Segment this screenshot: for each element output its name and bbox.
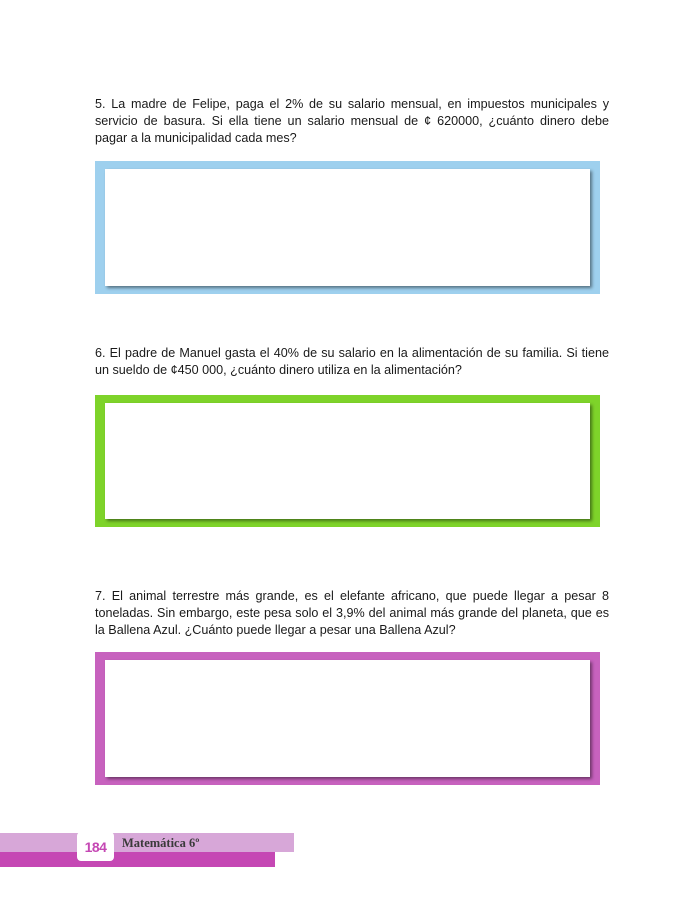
answer-box-5[interactable] [95, 161, 600, 294]
answer-box-6[interactable] [95, 395, 600, 527]
answer-box-7[interactable] [95, 652, 600, 785]
page-number: 184 [84, 838, 107, 855]
answer-area-6[interactable] [105, 403, 590, 519]
problem-7-text: 7. El animal terrestre más grande, es el elefante africano, que puede llegar a pesar 8 toneladas. Sin embargo, este pesa solo el 3,9% del animal más grande del planeta, que es la Ballena Azul. ¿Cuánto puede llegar a pesar una Ballena Azul? [95, 589, 609, 637]
footer-dark-bar [0, 852, 275, 867]
problem-6-text: 6. El padre de Manuel gasta el 40% de su salario en la alimentación de su familia. Si tiene un sueldo de ¢450 000, ¿cuánto dinero utiliza en la alimentación? [95, 346, 609, 377]
answer-area-5[interactable] [105, 169, 590, 286]
page-number-badge [77, 832, 114, 861]
answer-area-7[interactable] [105, 660, 590, 777]
book-title: Matemática 6º [122, 836, 200, 850]
problem-5-text: 5. La madre de Felipe, paga el 2% de su salario mensual, en impuestos municipales y servicio de basura. Si ella tiene un salario mensual de ¢ 620000, ¿cuánto dinero debe pagar a la municipalidad cada mes? [95, 97, 609, 145]
